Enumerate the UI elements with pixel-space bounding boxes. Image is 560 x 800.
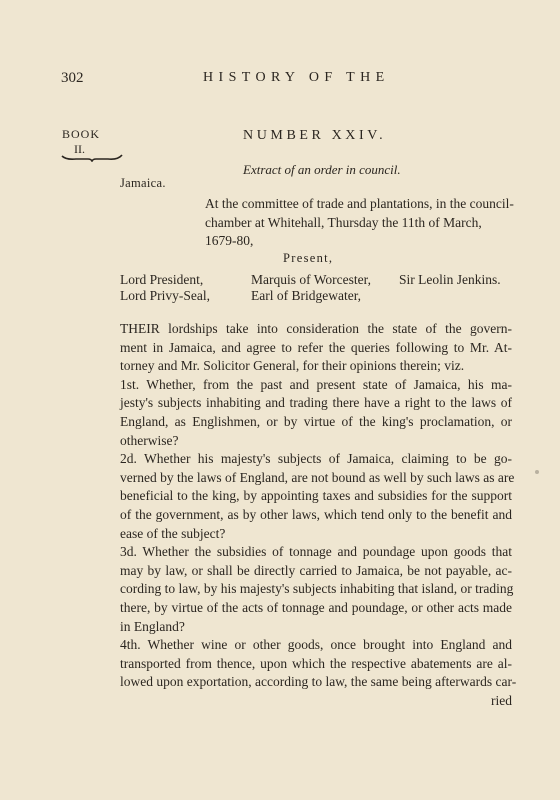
body-line: there, by virtue of the acts of tonnage and poundage, or other acts made: [120, 599, 512, 615]
body-line: otherwise?: [120, 432, 179, 448]
body-line: jesty's subjects inhabiting and trading there have a right to the laws of: [120, 395, 512, 411]
body-line: of the government, as by other laws, which tend only to the benefit and: [120, 506, 512, 522]
body-line: 1st. Whether, from the past and present state of Jamaica, his ma-: [120, 376, 512, 392]
extract-title: Extract of an order in council.: [243, 162, 401, 177]
attendee: Marquis of Worcester,: [251, 272, 371, 287]
attendee: Sir Leolin Jenkins.: [399, 272, 501, 287]
body-line: cording to law, by his majesty's subjects inhabiting that island, or trading: [120, 581, 514, 597]
body-line: 4th. Whether wine or other goods, once brought into England and: [120, 637, 512, 653]
intro-line: chamber at Whitehall, Thursday the 11th of March,: [205, 214, 482, 230]
body-line: transported from thence, upon which the respective abatements are al-: [120, 655, 512, 671]
body-line: England, as Englishmen, or by virtue of the king's proclamation, or: [120, 413, 512, 429]
margin-book-number: II.: [74, 142, 85, 156]
running-head: HISTORY OF THE: [203, 70, 390, 85]
attendee: Earl of Bridgewater,: [251, 288, 362, 303]
intro-paragraph: [205, 195, 514, 251]
body-line: in England?: [120, 618, 185, 634]
intro-line: At the committee of trade and plantations, in the council-: [205, 196, 514, 211]
body-line: torney and Mr. Solicitor General, for their opinions therein; viz.: [120, 358, 465, 374]
body-line: lowed upon exportation, according to law, the same being afterwards car-: [120, 674, 517, 690]
page-number: 302: [61, 70, 84, 86]
attendee: Lord Privy-Seal,: [120, 288, 210, 303]
brace-ornament-icon: [60, 152, 124, 162]
paper-spot: [535, 470, 539, 474]
body-line: ment in Jamaica, and agree to refer the queries following to Mr. At-: [120, 339, 512, 355]
body-line: THEIR lordships take into consideration the state of the govern-: [120, 321, 512, 336]
number-heading: NUMBER XXIV.: [243, 128, 387, 143]
body-line: 2d. Whether his majesty's subjects of Jamaica, claiming to be go-: [120, 451, 512, 467]
intro-line: 1679-80,: [205, 233, 254, 248]
body-line: ried: [491, 692, 512, 708]
margin-sidenote: Jamaica.: [120, 176, 166, 190]
body-line: may by law, or shall be directly carried to Jamaica, be not payable, ac-: [120, 562, 512, 578]
margin-book-label: BOOK: [62, 127, 101, 141]
present-heading: Present,: [283, 251, 334, 265]
body-line: verned by the laws of England, are not bound as well by such laws as are: [120, 469, 515, 485]
body-line: ease of the subject?: [120, 525, 226, 541]
attendee: Lord President,: [120, 272, 204, 287]
body-line: 3d. Whether the subsidies of tonnage and poundage upon goods that: [120, 544, 512, 560]
body-line: beneficial to the king, by appointing taxes and subsidies for the support: [120, 488, 512, 504]
order-body: [120, 320, 517, 710]
